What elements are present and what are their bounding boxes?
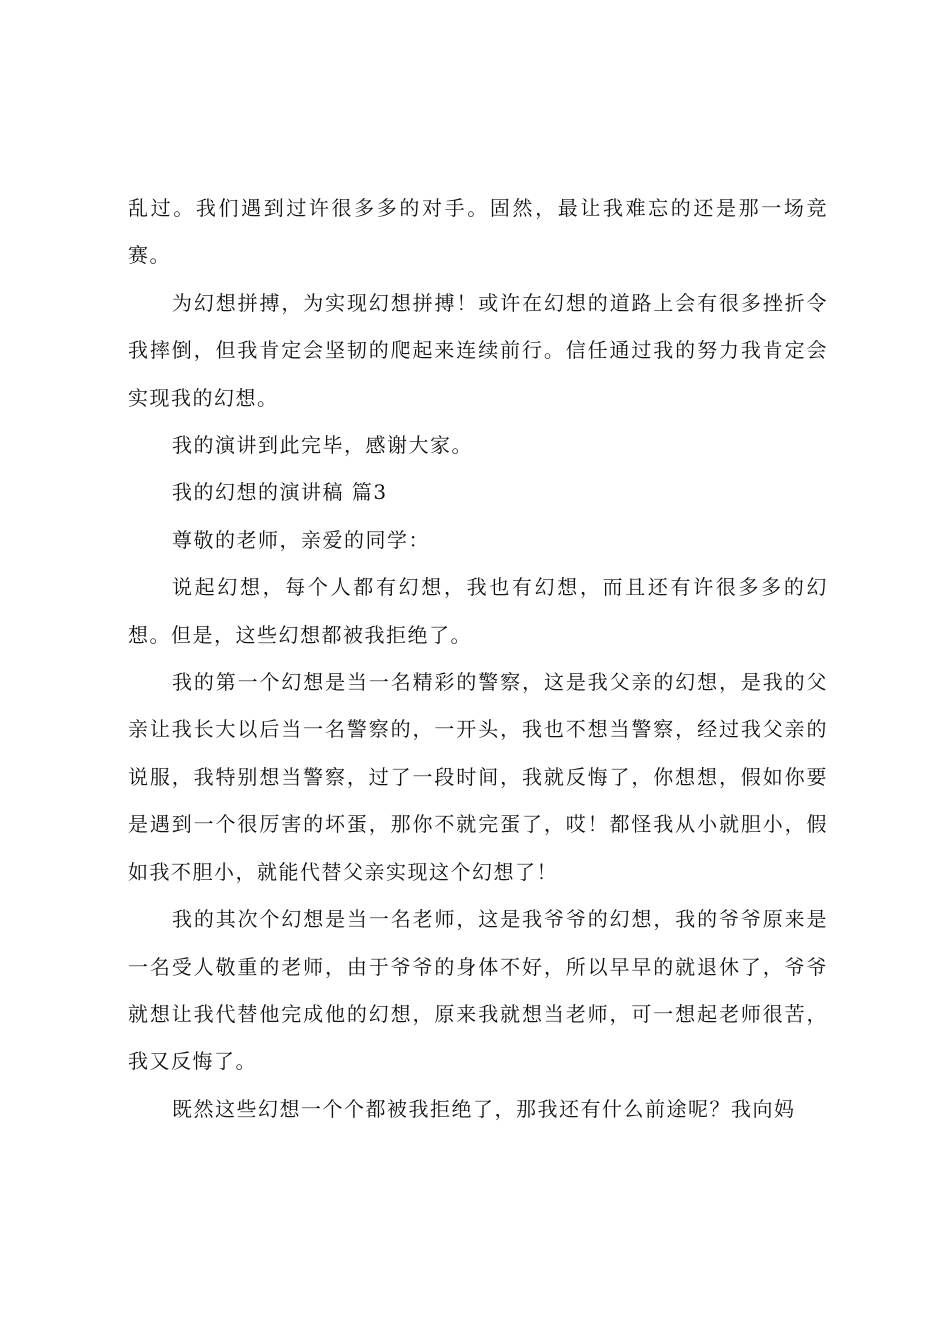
paragraph: 我的第一个幻想是当一名精彩的警察，这是我父亲的幻想，是我的父亲让我长大以后当一名警察的，一开头，我也不想当警察，经过我父亲的说服，我特别想当警察，过了一段时间，我就反悔了，你想想，假如你要是遇到一个很厉害的坏蛋，那你不就完蛋了，哎！都怪我从小就胆小，假如我不胆小，就能代替父亲实现这个幻想了！ xyxy=(128,670,828,884)
salutation: 尊敬的老师，亲爱的同学： xyxy=(172,527,430,552)
document-body xyxy=(128,185,828,1133)
paragraph: 为幻想拼搏，为实现幻想拼搏！或许在幻想的道路上会有很多挫折令我摔倒，但我肯定会坚韧的爬起来连续前行。信任通过我的努力我肯定会实现我的幻想。 xyxy=(128,290,828,410)
paragraph-continuation: 乱过。我们遇到过许很多多的对手。固然，最让我难忘的还是那一场竞赛。 xyxy=(128,196,828,268)
paragraph: 我的其次个幻想是当一名老师，这是我爷爷的幻想，我的爷爷原来是一名受人敬重的老师，由于爷爷的身体不好，所以早早的就退休了，爷爷就想让我代替他完成他的幻想，原来我就想当老师，可一想起老师很苦，我又反悔了。 xyxy=(128,907,828,1074)
paragraph: 既然这些幻想一个个都被我拒绝了，那我还有什么前途呢？我向妈 xyxy=(172,1096,796,1121)
paragraph: 我的演讲到此完毕，感谢大家。 xyxy=(172,433,473,458)
paragraph: 说起幻想，每个人都有幻想，我也有幻想，而且还有许很多多的幻想。但是，这些幻想都被我拒绝了。 xyxy=(128,575,828,647)
section-heading: 我的幻想的演讲稿 篇3 xyxy=(172,480,388,505)
